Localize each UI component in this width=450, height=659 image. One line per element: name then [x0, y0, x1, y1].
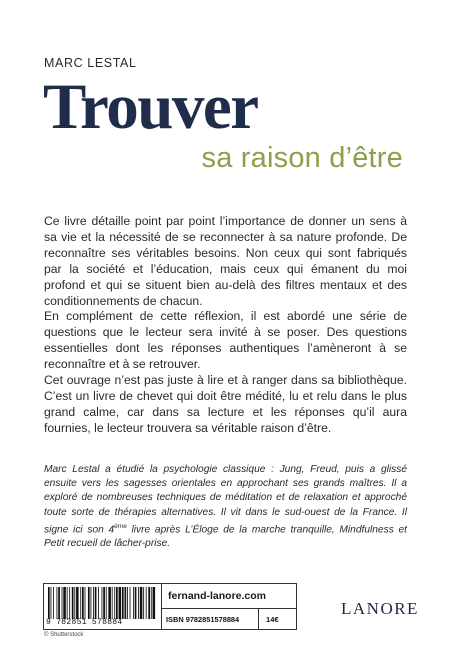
barcode-bar [114, 587, 115, 619]
barcode-bar [146, 587, 147, 619]
description-paragraph: Cet ouvrage n’est pas juste à lire et à ranger dans sa bibliothèque. C’est un livre de chevet qui doit être médité, lu et relu dans le plus grand calme, car dans sa lecture et les réponses qu’il aura fournies, le lecteur trouvera sa véritable raison d’être. [44, 373, 407, 435]
barcode-bar [95, 587, 97, 619]
barcode-bar [106, 587, 107, 619]
barcode-bar [133, 587, 134, 619]
publisher-logo: LANORE [341, 599, 419, 618]
barcode-bar [82, 587, 84, 619]
barcode-bar [85, 587, 86, 619]
barcode-bar [148, 587, 150, 619]
barcode-bar [53, 587, 54, 619]
barcode-bar [76, 587, 79, 619]
barcode-bar [119, 587, 122, 619]
barcode-divider [161, 584, 162, 629]
barcode-bar [116, 587, 118, 619]
barcode-graphic [47, 587, 157, 619]
book-title: Trouver [43, 71, 258, 143]
barcode-bar [153, 587, 156, 619]
description-paragraph: En complément de cette réflexion, il est abordé une série de questions que le lecteur sera invité à se poser. Des questions essentielles dont les réponses authentiques l’amèneront à se reconnaître et à se retrouver. [44, 309, 407, 372]
barcode-divider [258, 608, 259, 629]
author-bio [44, 463, 407, 552]
barcode-bar [127, 587, 128, 619]
barcode-bar [91, 587, 92, 619]
author-bio-text [44, 463, 407, 552]
bio-text-part: livre après L’Éloge de la marche tranquille, Mindfulness et Petit recueil de lâcher-prise. [44, 524, 407, 550]
barcode-bar [58, 587, 60, 619]
barcode-bar [67, 587, 68, 619]
barcode-bar [72, 587, 74, 619]
barcode-bar [130, 587, 131, 619]
barcode-bar [138, 587, 139, 619]
barcode-bar [125, 587, 127, 619]
barcode-bar [143, 587, 144, 619]
barcode-bar [88, 587, 90, 619]
barcode-bar [48, 587, 50, 619]
price-label: 14€ [266, 615, 279, 624]
barcode-bar [69, 587, 70, 619]
barcode-bar [57, 587, 58, 619]
barcode-divider [161, 608, 296, 609]
barcode-bar [108, 587, 111, 619]
back-cover-description [44, 214, 407, 437]
publisher-website: fernand-lanore.com [168, 590, 267, 602]
barcode-bar [98, 587, 99, 619]
barcode-bar [63, 587, 66, 619]
barcode-bar [135, 587, 137, 619]
barcode-bar [74, 587, 75, 619]
barcode-bar [62, 587, 63, 619]
barcode-bar [151, 587, 152, 619]
isbn-number: ISBN 9782851578884 [166, 615, 240, 624]
description-paragraph: Ce livre détaille point par point l’importance de donner un sens à sa vie et la nécessité de se reconnecter à sa nature profonde. De reconnaître ses véritables besoins. Non ceux qui sont fabriqués par la société et l’éducation, mais ceux qui émanent du moi profond et qui se situent bien au-delà des filtres mentaux et des conditionnements de chacun. [44, 214, 407, 308]
book-subtitle: sa raison d’être [201, 142, 403, 174]
barcode-box [43, 583, 297, 630]
bio-superscript: ème [114, 522, 127, 530]
image-credit: © Shutterstock [44, 632, 84, 638]
barcode-bar [122, 587, 124, 619]
barcode-bar [80, 587, 81, 619]
ean-number: 9 782851 578884 [46, 618, 123, 627]
barcode-bar [51, 587, 52, 619]
author-name: MARC LESTAL [44, 56, 137, 70]
barcode-bar [140, 587, 143, 619]
barcode-bar [103, 587, 105, 619]
barcode-bar [93, 587, 94, 619]
barcode-bar [102, 587, 103, 619]
bio-text-part: Marc Lestal a étudié la psychologie classique : Jung, Freud, puis a glissé ensuite vers les sagesses orientales en approchant ses grands maîtres. Il a exploré de nombreuses techniques de méditation et de relaxation et approché toute sorte de thérapies alternatives. Il vit dans le sud-ouest de la France. Il signe ici son 4 [44, 464, 407, 536]
barcode-bar [112, 587, 113, 619]
